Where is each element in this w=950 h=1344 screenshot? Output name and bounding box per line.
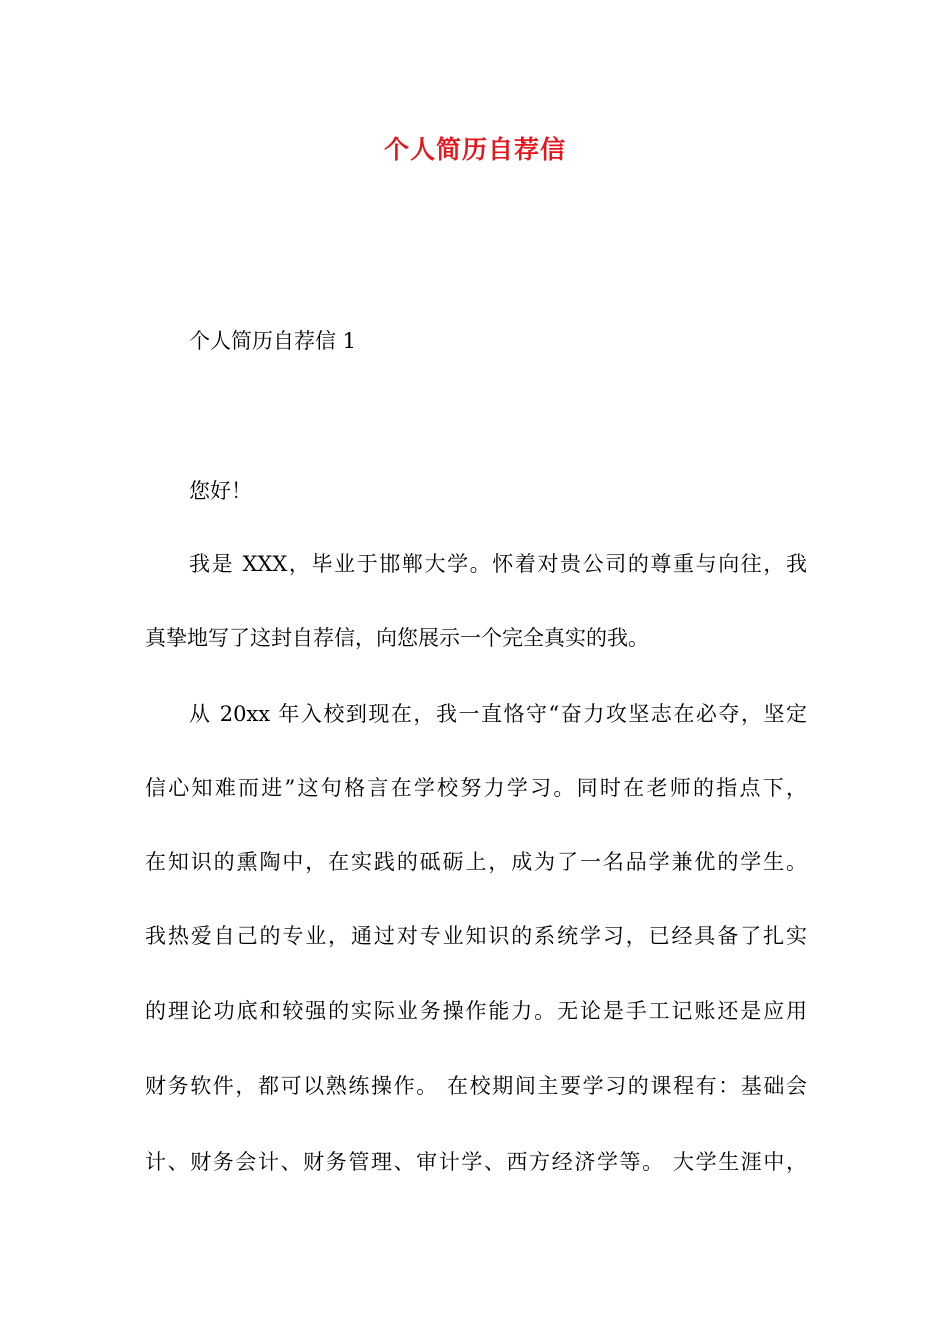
letter-subtitle: 个人简历自荐信 1: [189, 329, 357, 353]
paragraph-line: 的理论功底和较强的实际业务操作能力。无论是手工记账还是应用: [145, 999, 807, 1023]
paragraph-line: 计、财务会计、财务管理、审计学、西方经济学等。 大学生涯中，: [145, 1150, 807, 1174]
paragraph-line: 真挚地写了这封自荐信，向您展示一个完全真实的我。: [145, 626, 649, 650]
paragraph-line: 我热爱自己的专业，通过对专业知识的系统学习，已经具备了扎实: [145, 924, 807, 948]
letter-greeting: 您好！: [189, 479, 252, 503]
paragraph-line: 在知识的熏陶中，在实践的砥砺上，成为了一名品学兼优的学生。: [145, 850, 807, 874]
document-title: 个人简历自荐信: [383, 135, 566, 164]
paragraph-line: 从 20xx 年入校到现在，我一直恪守“奋力攻坚志在必夺，坚定: [189, 702, 807, 726]
paragraph-line: 信心知难而进”这句格言在学校努力学习。同时在老师的指点下，: [145, 776, 807, 800]
paragraph-line: 财务软件，都可以熟练操作。 在校期间主要学习的课程有：基础会: [145, 1074, 807, 1098]
paragraph-line: 我是 XXX，毕业于邯郸大学。怀着对贵公司的尊重与向往，我: [189, 552, 807, 576]
